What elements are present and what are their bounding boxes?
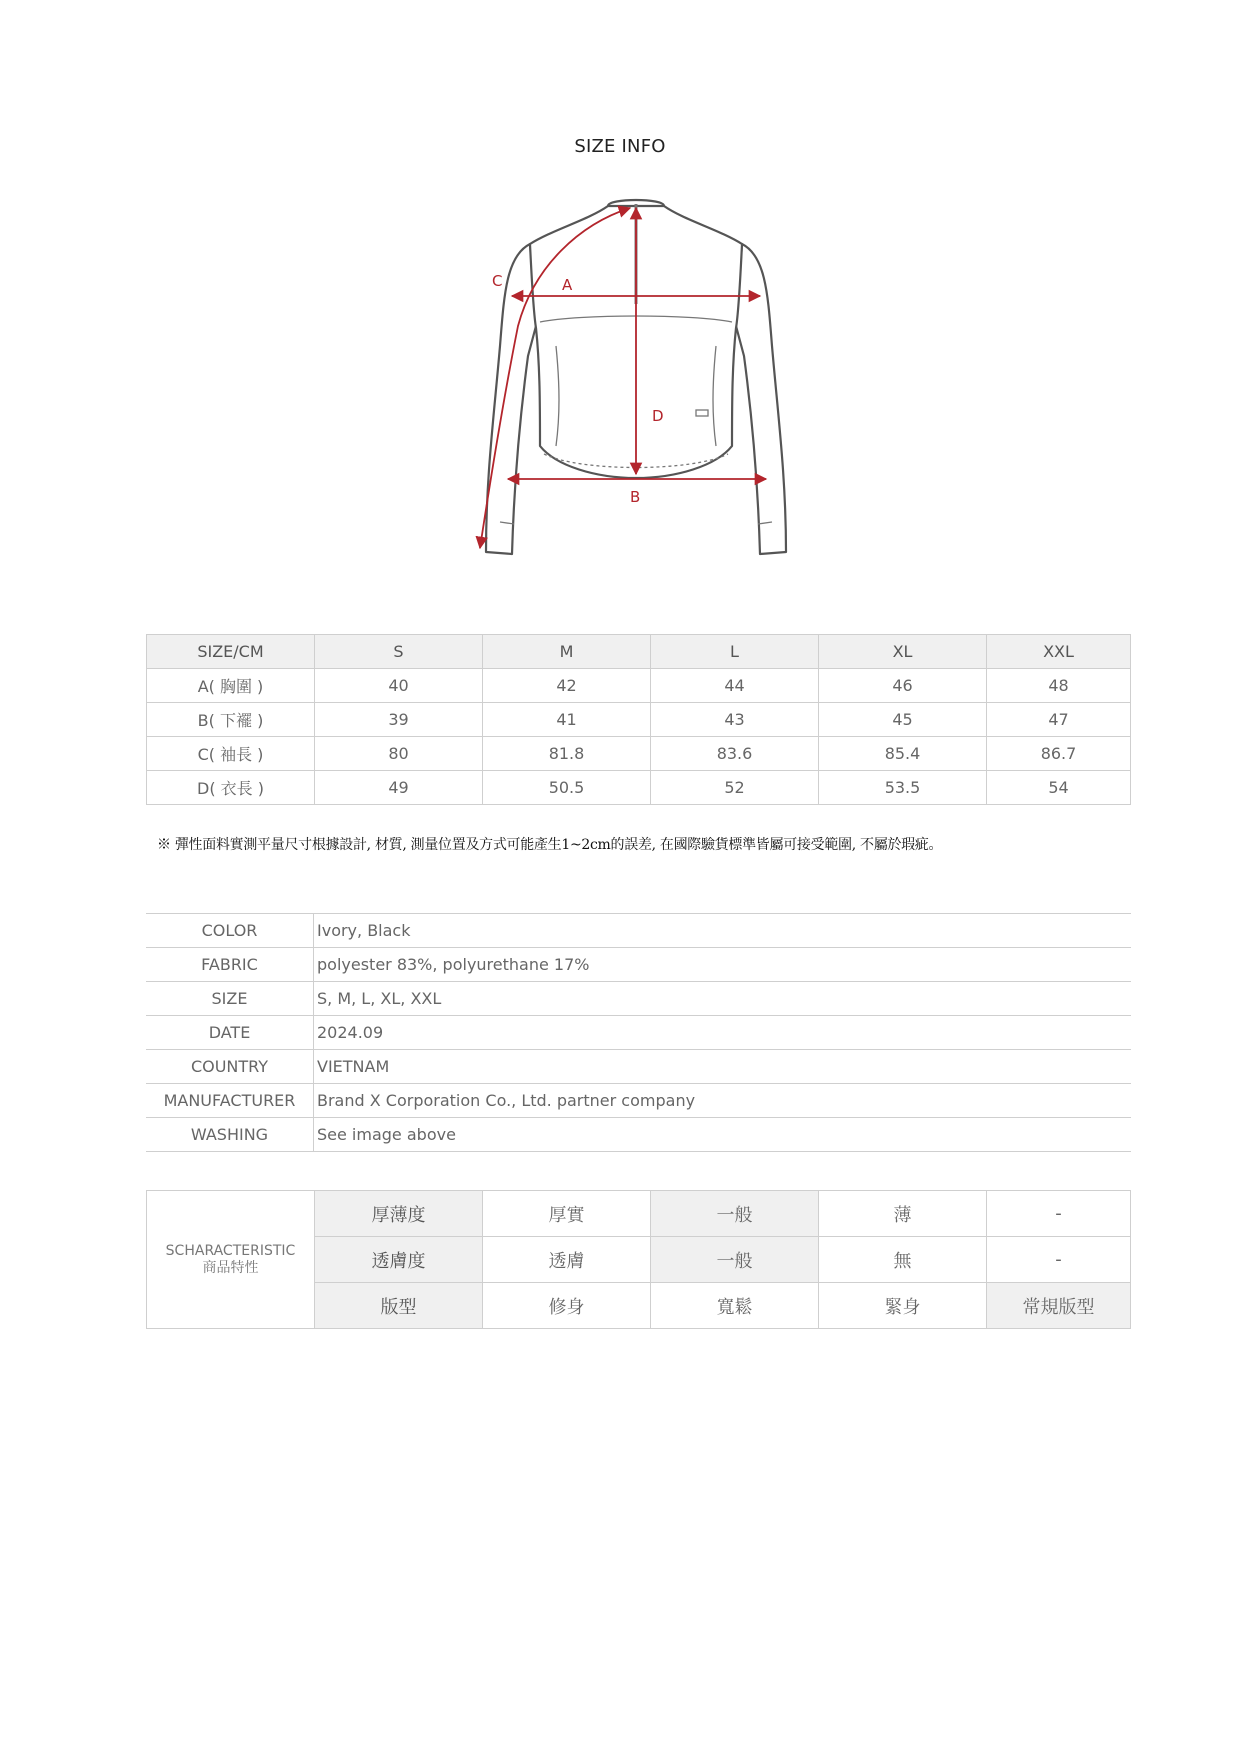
size-table-header-row [147,635,1131,669]
characteristic-option: - [987,1191,1131,1237]
table-row [146,1050,1131,1084]
garment-diagram [470,196,800,572]
table-row [146,914,1131,948]
size-header-cell: S [315,635,483,669]
info-value: 2024.09 [314,1016,1132,1050]
characteristic-option: 透膚 [483,1237,651,1283]
size-cell: 83.6 [651,737,819,771]
size-cell: 42 [483,669,651,703]
size-cell: 81.8 [483,737,651,771]
characteristic-table [146,1190,1131,1329]
characteristic-option: 常規版型 [987,1283,1131,1329]
size-cell: 48 [987,669,1131,703]
size-cell: 39 [315,703,483,737]
characteristic-option: 寬鬆 [651,1283,819,1329]
characteristic-option: 薄 [819,1191,987,1237]
characteristic-label-en: SCHARACTERISTIC [165,1242,296,1259]
characteristic-name: 厚薄度 [315,1191,483,1237]
size-cell: 40 [315,669,483,703]
size-cell: 54 [987,771,1131,805]
size-cell: A( 胸圍 ) [147,669,315,703]
size-cell: 86.7 [987,737,1131,771]
table-row [146,948,1131,982]
page-title: SIZE INFO [574,136,666,157]
characteristic-option: 修身 [483,1283,651,1329]
size-cell: 53.5 [819,771,987,805]
size-cell: 46 [819,669,987,703]
info-key: WASHING [146,1118,314,1152]
table-row [147,669,1131,703]
size-cell: 52 [651,771,819,805]
size-header-cell: SIZE/CM [147,635,315,669]
size-cell: D( 衣長 ) [147,771,315,805]
info-value: polyester 83%, polyurethane 17% [314,948,1132,982]
label-d: D [652,407,664,425]
characteristic-option: - [987,1237,1131,1283]
label-c: C [492,272,503,290]
size-table [146,634,1131,805]
table-row [147,737,1131,771]
info-key: COLOR [146,914,314,948]
size-header-cell: L [651,635,819,669]
info-key: MANUFACTURER [146,1084,314,1118]
size-cell: 80 [315,737,483,771]
info-value: Brand X Corporation Co., Ltd. partner company [314,1084,1132,1118]
info-key: COUNTRY [146,1050,314,1084]
label-b: B [630,488,641,506]
info-value: Ivory, Black [314,914,1132,948]
size-cell: B( 下襬 ) [147,703,315,737]
table-row [146,1016,1131,1050]
table-row [146,1084,1131,1118]
characteristic-label-zh: 商品特性 [202,1259,259,1276]
characteristic-option: 無 [819,1237,987,1283]
size-cell: 47 [987,703,1131,737]
table-row [146,1118,1131,1152]
info-value: VIETNAM [314,1050,1132,1084]
size-cell: 50.5 [483,771,651,805]
info-key: DATE [146,1016,314,1050]
characteristic-name: 版型 [315,1283,483,1329]
product-info-table [146,913,1131,1152]
table-row [147,703,1131,737]
characteristic-option: 緊身 [819,1283,987,1329]
info-key: SIZE [146,982,314,1016]
measurement-note: ※ 彈性面料實測平量尺寸根據設計, 材質, 測量位置及方式可能產生1~2cm的誤差, 在國際驗貨標準皆屬可接受範圍, 不屬於瑕疵。 [157,837,943,853]
table-row [147,771,1131,805]
info-value: See image above [314,1118,1132,1152]
label-a: A [562,276,573,294]
size-header-cell: XXL [987,635,1131,669]
info-value: S, M, L, XL, XXL [314,982,1132,1016]
characteristic-option: 一般 [651,1191,819,1237]
characteristic-option: 厚實 [483,1191,651,1237]
size-cell: 45 [819,703,987,737]
size-header-cell: XL [819,635,987,669]
size-cell: 44 [651,669,819,703]
size-cell: 43 [651,703,819,737]
characteristic-option: 一般 [651,1237,819,1283]
table-row [147,1191,1131,1237]
info-key: FABRIC [146,948,314,982]
size-cell: 85.4 [819,737,987,771]
size-header-cell: M [483,635,651,669]
size-cell: 41 [483,703,651,737]
characteristic-label [147,1191,315,1329]
size-cell: C( 袖長 ) [147,737,315,771]
characteristic-name: 透膚度 [315,1237,483,1283]
size-cell: 49 [315,771,483,805]
table-row [146,982,1131,1016]
